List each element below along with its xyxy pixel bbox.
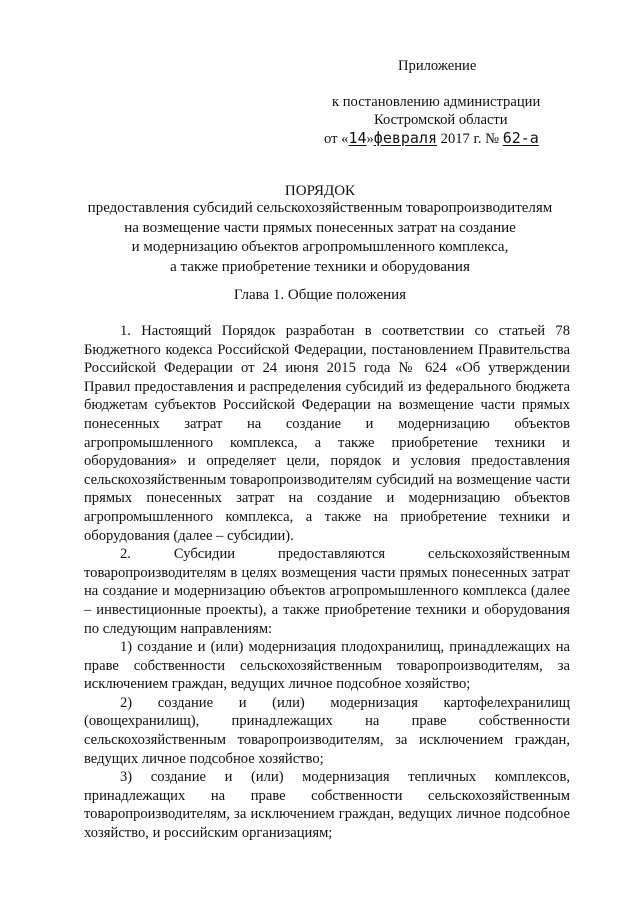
decree-number: 62-а xyxy=(502,129,539,147)
region-name: Костромской области xyxy=(374,112,508,128)
date-quote: » xyxy=(366,131,374,147)
subtitle-line: на возмещение части прямых понесенных затрат на создание xyxy=(124,219,516,236)
date-prefix: от « xyxy=(324,131,349,147)
document-title: ПОРЯДОК xyxy=(284,183,356,199)
paragraph: 2. Субсидии предоставляются сельскохозяйственным товаропроизводителям в целях возмещения части прямых понесенных затрат на создание и модернизацию объектов агропромышленного комплекса (далее – инвестиционные проекты), а также приобретение техники и оборудования по следующим направлениям: xyxy=(84,546,570,637)
decree-reference: к постановлению администрации xyxy=(332,94,541,110)
date-month: февраля xyxy=(373,129,438,147)
subtitle-line: и модернизацию объектов агропромышленного комплекса, xyxy=(131,239,509,255)
paragraph: 1. Настоящий Порядок разработан в соответствии со статьей 78 Бюджетного кодекса Российской Федерации, постановлением Правительства Российской Федерации от 24 июня 2015 года № 624 «Об утверждении Правил предоставления и распределения субсидий из федерального бюджета бюджетам субъектов Российской Федерации на возмещение части прямых понесенных затрат на создание и модернизацию объектов агропромышленного комплекса, а также приобретение техники и оборудования» и определяет цели, порядок и условия предоставления сельскохозяйственным товаропроизводителям субсидий на возмещение части прямых понесенных затрат на создание и модернизацию объектов агропромышленного комплекса, а также на приобретение техники и оборудования (далее – субсидии). xyxy=(84,323,570,544)
date-day: 14 xyxy=(348,129,367,147)
paragraph: 3) создание и (или) модернизация тепличных комплексов, принадлежащих на праве собственности сельскохозяйственным товаропроизводителям, за исключением граждан, ведущих личное подсобное хозяйство, и российским организациям; xyxy=(84,769,570,842)
appendix-label: Приложение xyxy=(398,58,477,74)
subtitle-line: а также приобретение техники и оборудования xyxy=(170,258,470,275)
chapter-heading: Глава 1. Общие положения xyxy=(233,287,407,303)
paragraph: 1) создание и (или) модернизация плодохранилищ, принадлежащих на праве собственности сельскохозяйственным товаропроизводителям, за исключением граждан, ведущих личное подсобное хозяйство; xyxy=(84,639,570,693)
date-year-number: 2017 г. № xyxy=(437,131,503,147)
subtitle-line: предоставления субсидий сельскохозяйственным товаропроизводителям xyxy=(87,200,553,216)
document-body xyxy=(84,322,570,843)
decree-date-line xyxy=(324,129,539,148)
document-subtitle xyxy=(60,199,580,277)
paragraph: 2) создание и (или) модернизация картофелехранилищ (овощехранилищ), принадлежащих на праве собственности сельскохозяйственным товаропроизводителям, за исключением граждан, ведущих личное подсобное хозяйство; xyxy=(84,694,570,767)
